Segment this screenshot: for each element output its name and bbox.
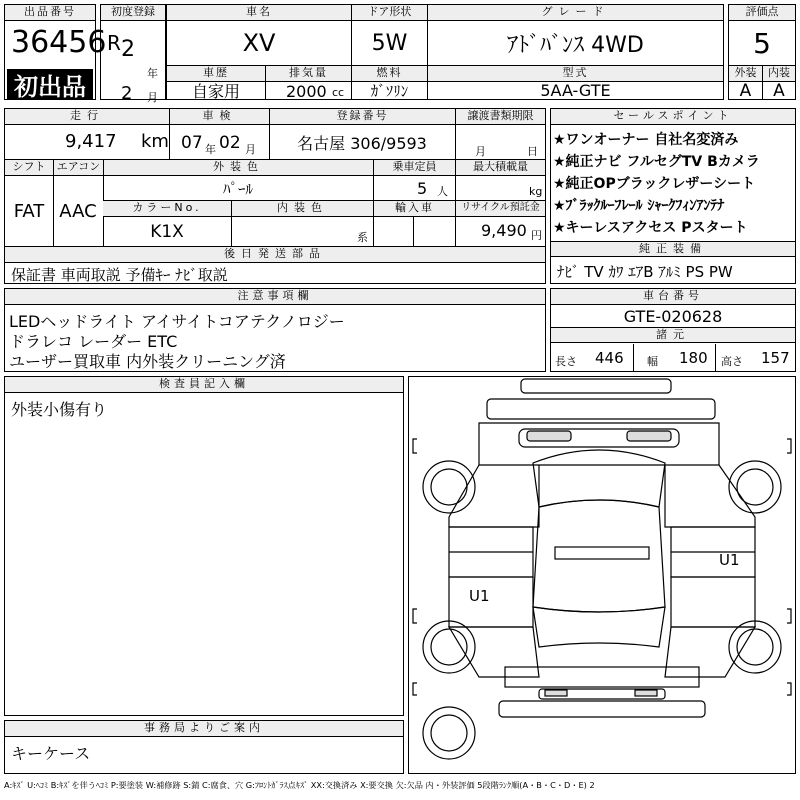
legend: A:ｷｽﾞ U:ﾍｺﾐ B:ｷｽﾞを伴うﾍｺﾐ P:要塗装 W:補修跡 S:錆 C:腐食、穴 G:ﾌﾛﾝﾄｶﾞﾗｽ点ｷｽﾞ XX:交換済み X:要交換 欠:欠品 内・外装評価 5段階ﾗﾝｸ順(A・B・C・D・E) 2: [4, 780, 595, 790]
lot-number: 36456: [11, 25, 107, 60]
fuel-label: 燃料: [351, 65, 427, 81]
chassis-box: [550, 288, 796, 372]
damage-mark-right: U1: [719, 551, 740, 569]
history-label: 車歴: [167, 65, 265, 81]
office-label: 事務局よりご案内: [5, 721, 403, 737]
door-type: 5W: [351, 21, 427, 65]
inspection-year-unit: 年: [205, 143, 216, 156]
damage-mark-left: U1: [469, 587, 490, 605]
height-value: 157: [761, 349, 790, 367]
ext-color: ﾊﾟｰﾙ: [222, 179, 253, 198]
transfer-label: 譲渡書類期限: [455, 109, 545, 125]
length-label: 長さ: [555, 355, 577, 368]
grade: ｱﾄﾞﾊﾞﾝｽ 4WD: [427, 21, 723, 65]
color-no-label: カラーNo.: [103, 201, 231, 217]
shift-label: シフト: [5, 160, 53, 176]
later-items: 保証書 車両取説 予備ｷｰ ﾅﾋﾞ取説: [11, 266, 228, 284]
notes-line: ユーザー買取車 内外装クリーニング済: [9, 352, 286, 371]
notes-line: LEDヘッドライト アイサイトコアテクノロジー: [9, 312, 345, 331]
month-value: 2: [121, 83, 133, 104]
era-letter: R: [107, 31, 121, 55]
shift: FAT: [13, 200, 45, 222]
ext-color-label: 外装色: [103, 160, 373, 176]
later-label: 後日発送部品: [5, 247, 545, 263]
transfer-month-unit: 月: [475, 145, 486, 158]
ac: AAC: [59, 200, 97, 222]
sales-point-item: ★純正ナビ フルセグTV Bカメラ: [553, 154, 760, 170]
equipment-label: 純正装備: [551, 241, 795, 257]
exterior-grade-label: 外装: [729, 65, 762, 81]
office-text: キーケース: [11, 744, 91, 763]
model: 5AA-GTE: [427, 81, 723, 99]
height-label: 高さ: [721, 355, 743, 368]
load-label: 最大積載量: [455, 160, 545, 176]
score-label: 評価点: [729, 5, 795, 21]
lot-box: [4, 4, 107, 101]
sales-point-item: ★キーレスアクセス Pスタート: [553, 220, 748, 236]
fuel: ｶﾞｿﾘﾝ: [351, 81, 427, 99]
sales-point-item: ★ワンオーナー 自社名変済み: [553, 132, 739, 148]
plate-label: 登録番号: [269, 109, 455, 125]
lot-label: 出品番号: [5, 5, 95, 21]
history: 自家用: [167, 81, 265, 99]
exterior-grade: A: [729, 81, 762, 99]
door-label: ドア形状: [351, 5, 427, 21]
model-label: 型式: [427, 65, 723, 81]
width-label: 幅: [647, 355, 658, 368]
displacement-unit: cc: [332, 86, 345, 99]
transfer-day-unit: 日: [527, 145, 538, 158]
plate: 名古屋 306/9593: [297, 133, 427, 153]
header-main: [166, 4, 724, 100]
mileage-unit: km: [141, 131, 169, 152]
notes-box: [4, 288, 546, 372]
mileage: 9,417: [65, 131, 117, 152]
first-reg-label: 初度登録: [101, 5, 165, 21]
score: 5: [753, 26, 771, 60]
equipment-items: ﾅﾋﾞ TV ｶﾜ ｴｱB ｱﾙﾐ PS PW: [557, 263, 733, 281]
listing-badge: 初出品: [7, 69, 93, 99]
recycle-label: リサイクル預託金: [455, 201, 545, 217]
length-value: 446: [595, 349, 624, 367]
capacity-label: 乗車定員: [373, 160, 455, 176]
displacement-cell: [265, 81, 351, 99]
interior-grade: A: [762, 81, 795, 99]
load-unit: kg: [529, 185, 543, 198]
recycle: 9,490: [481, 221, 527, 240]
sales-point-item: ★ﾌﾞﾗｯｸﾙｰﾌﾚｰﾙ ｼｬｰｸﾌｨﾝｱﾝﾃﾅ: [553, 198, 725, 214]
ac-label: エアコン: [53, 160, 103, 176]
notes-label: 注意事項欄: [5, 289, 545, 305]
year-unit: 年: [147, 67, 158, 80]
notes-line: ドラレコ レーダー ETC: [9, 332, 178, 351]
sales-points-box: [550, 108, 796, 284]
score-box: [728, 4, 796, 100]
sales-point-item: ★純正OPブラックレザーシート: [553, 176, 756, 192]
dimensions-label: 諸元: [551, 327, 795, 343]
int-color-unit: 系: [357, 231, 368, 244]
details-block: [4, 108, 546, 284]
import-label: 輸入車: [373, 201, 455, 217]
inspector-label: 検査員記入欄: [5, 377, 403, 393]
inspection-month-unit: 月: [245, 143, 256, 156]
inspection-month: 02: [219, 133, 241, 153]
car-name-label: 車名: [167, 5, 351, 21]
chassis-label: 車台番号: [551, 289, 795, 305]
inspector-text: 外装小傷有り: [11, 400, 108, 419]
mileage-label: 走行: [5, 109, 169, 125]
grade-label: グレード: [427, 5, 723, 21]
office-box: [4, 720, 404, 774]
color-no: K1X: [150, 221, 184, 242]
displacement: 2000: [286, 82, 327, 101]
month-unit: 月: [147, 91, 158, 104]
int-color-label: 内装色: [231, 201, 373, 217]
interior-grade-label: 内装: [762, 65, 795, 81]
sales-points-label: セールスポイント: [551, 109, 795, 125]
year-value: 2: [121, 37, 135, 62]
inspection-label: 車検: [169, 109, 269, 125]
capacity: 5: [417, 179, 428, 198]
displacement-label: 排気量: [265, 65, 351, 81]
car-outline: [409, 377, 795, 773]
recycle-unit: 円: [531, 229, 542, 242]
car-diagram: [408, 376, 796, 774]
capacity-unit: 人: [437, 185, 448, 198]
car-name: XV: [242, 29, 276, 57]
chassis-number: GTE-020628: [623, 306, 723, 326]
inspection-year: 07: [181, 133, 203, 153]
width-value: 180: [679, 349, 708, 367]
inspector-box: [4, 376, 404, 716]
first-reg-box: [100, 4, 166, 104]
